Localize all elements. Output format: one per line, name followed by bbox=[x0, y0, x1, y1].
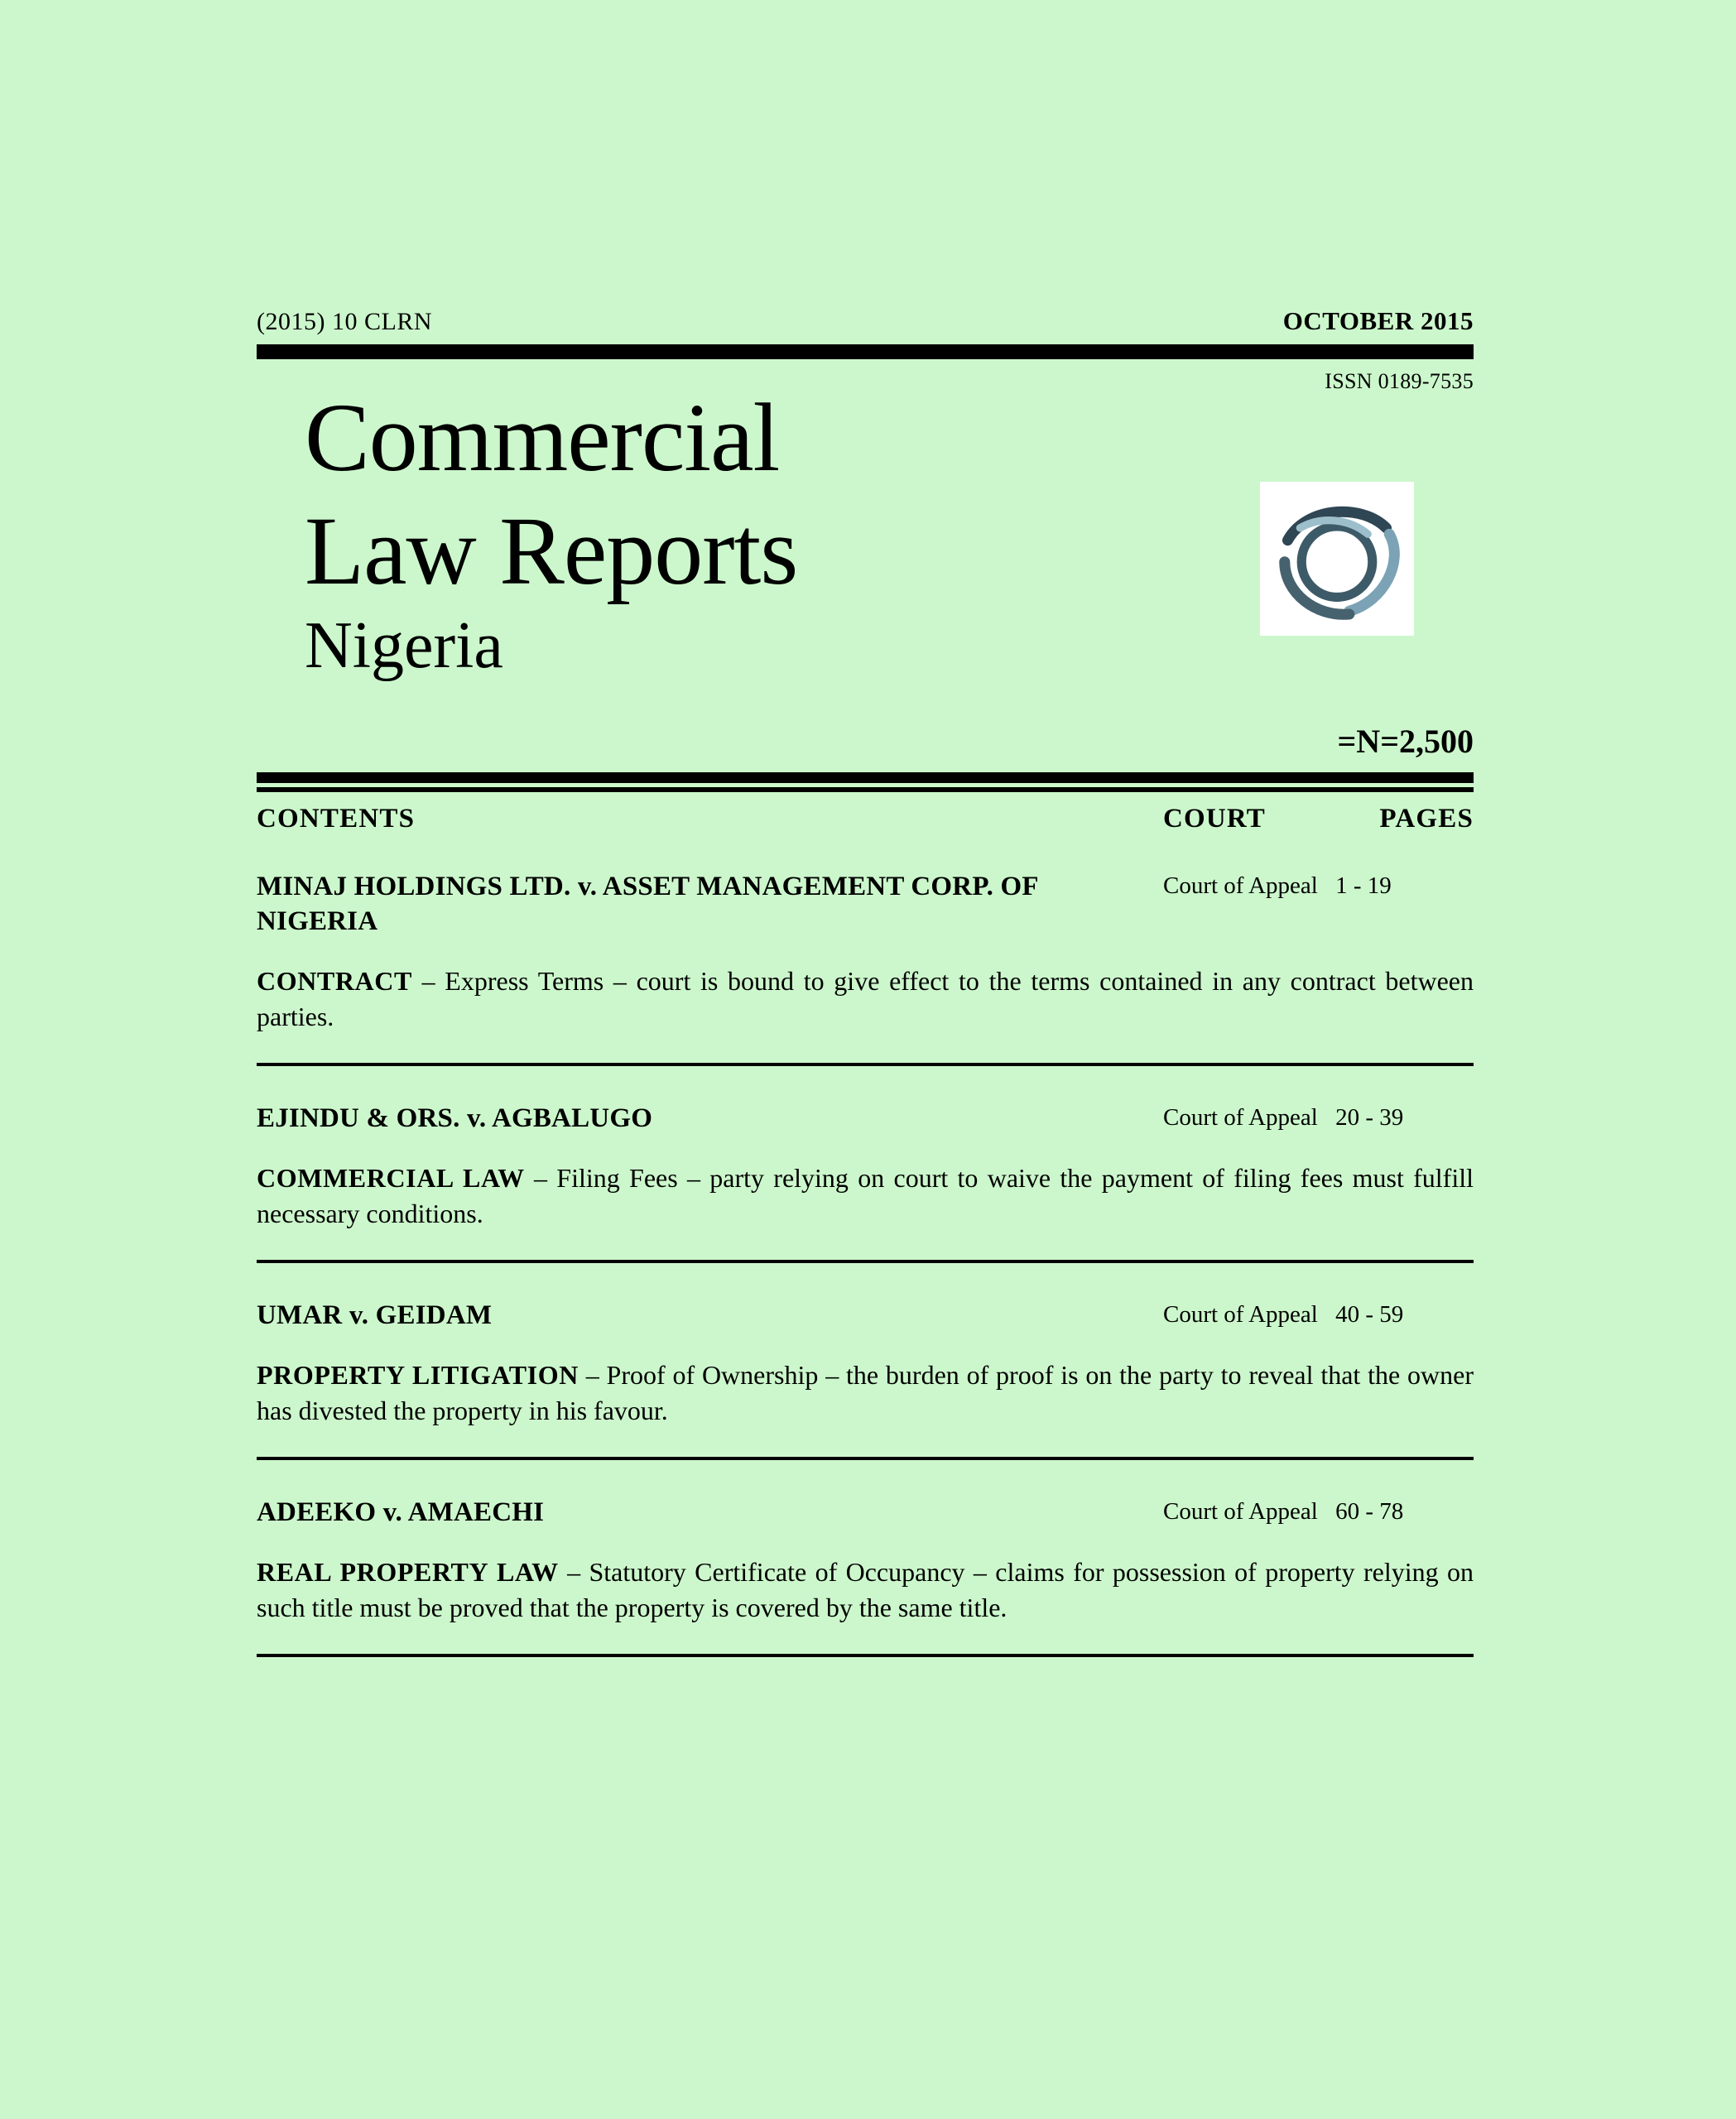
header-rule bbox=[257, 344, 1474, 359]
case-topic: COMMERCIAL LAW bbox=[257, 1163, 525, 1194]
issn-label: ISSN 0189-7535 bbox=[1325, 369, 1474, 393]
case-title: EJINDU & ORS. v. AGBALUGO bbox=[257, 1103, 653, 1134]
case-title: ADEEKO v. AMAECHI bbox=[257, 1497, 545, 1528]
case-meta bbox=[1163, 1101, 1474, 1132]
table-row[interactable] bbox=[257, 834, 1474, 1066]
case-summary-text: – Statutory Certificate of Occupancy – claims for possession of property relying on such title must be proved that the property is covered by the same title. bbox=[257, 1557, 1474, 1623]
case-meta bbox=[1163, 1495, 1474, 1526]
column-header-court: COURT bbox=[1163, 804, 1267, 834]
journal-title-line2: Law Reports bbox=[305, 497, 798, 605]
case-pages: 20 - 39 bbox=[1335, 1104, 1404, 1132]
case-summary bbox=[257, 1554, 1474, 1626]
case-title: UMAR v. GEIDAM bbox=[257, 1300, 493, 1331]
contents-header-row bbox=[257, 804, 1474, 834]
case-pages: 60 - 78 bbox=[1335, 1498, 1404, 1526]
cover-content bbox=[257, 306, 1474, 1657]
case-topic: PROPERTY LITIGATION bbox=[257, 1360, 579, 1391]
case-court: Court of Appeal bbox=[1163, 1104, 1318, 1132]
journal-title-line3: Nigeria bbox=[305, 609, 503, 683]
case-meta bbox=[1163, 869, 1474, 900]
table-row[interactable] bbox=[257, 1066, 1474, 1263]
table-row[interactable] bbox=[257, 1460, 1474, 1657]
case-meta bbox=[1163, 1298, 1474, 1329]
case-summary bbox=[257, 1160, 1474, 1232]
case-court: Court of Appeal bbox=[1163, 1301, 1318, 1329]
case-court: Court of Appeal bbox=[1163, 872, 1318, 899]
journal-title-line1: Commercial bbox=[305, 383, 780, 492]
header-line bbox=[257, 306, 1474, 336]
column-header-pages: PAGES bbox=[1379, 804, 1474, 834]
price-label: =N=2,500 bbox=[1337, 723, 1474, 760]
case-summary bbox=[257, 963, 1474, 1035]
case-summary-text: – Filing Fees – party relying on court to waive the payment of filing fees must fulfill necessary conditions. bbox=[257, 1163, 1474, 1229]
case-title: MINAJ HOLDINGS LTD. v. ASSET MANAGEMENT CORP. OF NIGERIA bbox=[257, 872, 1038, 937]
publisher-logo bbox=[1260, 482, 1414, 636]
case-pages: 1 - 19 bbox=[1335, 872, 1392, 899]
case-topic: CONTRACT bbox=[257, 966, 412, 997]
case-summary-text: – Express Terms – court is bound to give effect to the terms contained in any contract between parties. bbox=[257, 966, 1474, 1032]
case-pages: 40 - 59 bbox=[1335, 1301, 1404, 1329]
masthead bbox=[257, 383, 1474, 737]
table-row[interactable] bbox=[257, 1263, 1474, 1460]
case-summary bbox=[257, 1357, 1474, 1429]
issue-date-label: OCTOBER 2015 bbox=[1282, 306, 1474, 335]
case-topic: REAL PROPERTY LAW bbox=[257, 1557, 559, 1588]
citation-label: (2015) 10 CLRN bbox=[257, 308, 432, 335]
column-header-contents: CONTENTS bbox=[257, 804, 416, 834]
case-summary-text: – Proof of Ownership – the burden of proof is on the party to reveal that the owner has divested the property in his favour. bbox=[257, 1360, 1474, 1426]
case-court: Court of Appeal bbox=[1163, 1498, 1318, 1526]
contents-rule bbox=[257, 772, 1474, 792]
